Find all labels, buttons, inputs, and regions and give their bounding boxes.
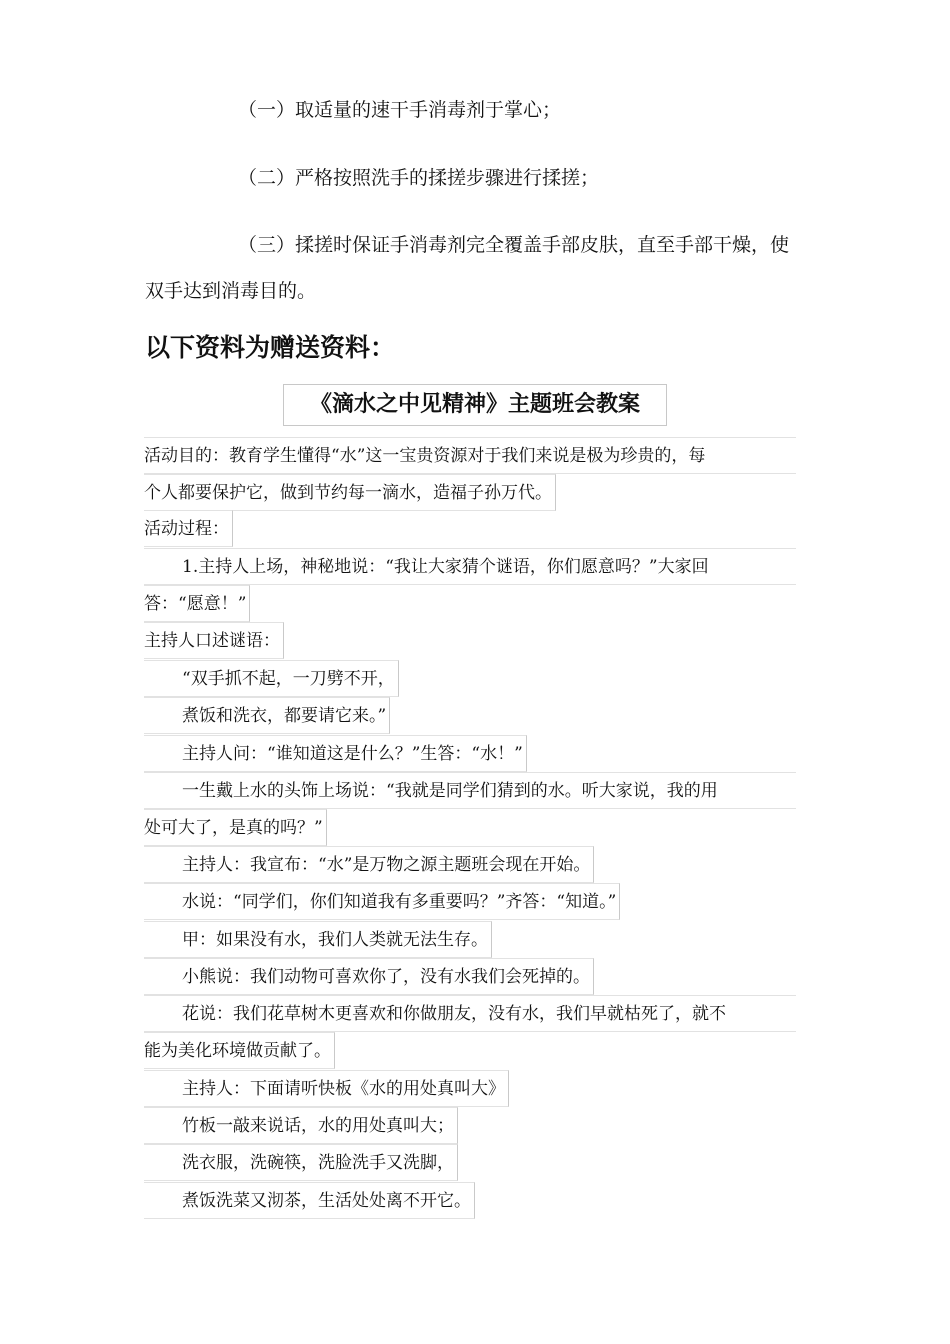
step-3: （三）揉搓时保证手消毒剂完全覆盖手部皮肤，直至手部干燥，使双手达到消毒目的。 [145,234,790,302]
host-question: 主持人问：“谁知道这是什么？”生答：“水！” [144,735,527,772]
activity-process-label: 活动过程： [144,510,233,547]
host-kuaiban: 主持人：下面请听快板《水的用处真叫大》 [144,1070,509,1107]
kuaiban-line-1: 竹板一敲来说话，水的用处真叫大； [144,1107,458,1144]
riddle-intro: 主持人口述谜语： [144,622,284,659]
gift-heading: 以下资料为赠送资料： [145,333,396,362]
water-entrance-line-1: 一生戴上水的头饰上场说：“我就是同学们猜到的水。听大家说，我的用 [144,772,796,809]
step-1: （一）取适量的速干手消毒剂于掌心； [238,99,562,121]
riddle-line-1: “双手抓不起，一刀劈不开， [144,660,399,697]
flower-says-line-1: 花说：我们花草树木更喜欢和你做朋友，没有水，我们早就枯死了，就不 [144,995,796,1032]
step-2: （二）严格按照洗手的揉搓步骤进行揉搓； [238,167,600,189]
water-entrance-line-2: 处可大了，是真的吗？” [144,809,327,846]
activity-goal-line-2: 个人都要保护它，做到节约每一滴水，造福子孙万代。 [144,474,556,511]
student-a-says: 甲：如果没有水，我们人类就无法生存。 [144,921,492,958]
host-announce: 主持人：我宣布：“水”是万物之源主题班会现在开始。 [144,846,594,883]
flower-says-line-2: 能为美化环境做贡献了。 [144,1032,335,1069]
activity-goal-line-1: 活动目的：教育学生懂得“水”这一宝贵资源对于我们来说是极为珍贵的，每 [144,437,796,474]
process-line-2: 答：“愿意！” [144,585,250,622]
water-says: 水说：“同学们，你们知道我有多重要吗？”齐答：“知道。” [144,883,620,920]
kuaiban-line-3: 煮饭洗菜又沏茶，生活处处离不开它。 [144,1182,475,1219]
riddle-line-2: 煮饭和洗衣，都要请它来。” [144,697,390,734]
bear-says: 小熊说：我们动物可喜欢你了，没有水我们会死掉的。 [144,958,594,995]
kuaiban-line-2: 洗衣服，洗碗筷，洗脸洗手又洗脚， [144,1144,458,1181]
process-line-1: 1.主持人上场，神秘地说：“我让大家猜个谜语，你们愿意吗？”大家回 [144,548,796,585]
lesson-title: 《滴水之中见精神》主题班会教案 [283,384,667,426]
